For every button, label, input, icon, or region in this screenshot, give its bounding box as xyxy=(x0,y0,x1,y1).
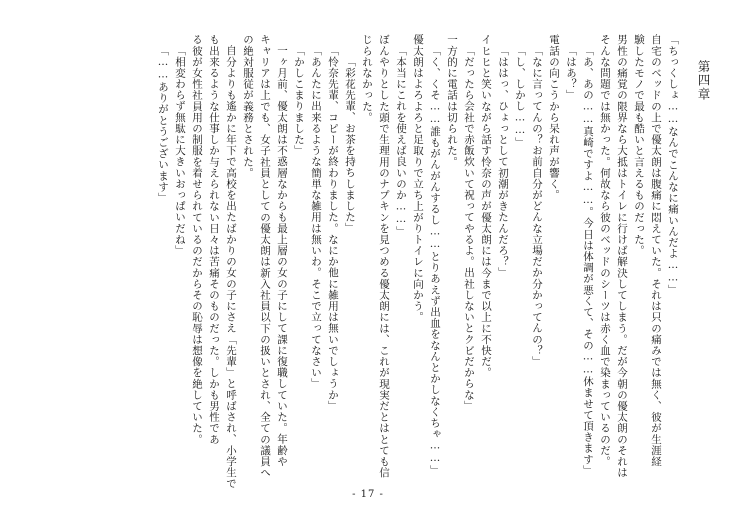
text-column: 「なに言ってんの？お前自分がどんな立場だか分かってんの？」 xyxy=(531,45,543,367)
text-column: 験したモノで最も酷いと言えるものだった。 xyxy=(633,34,645,256)
text-column: イヒヒと笑いながら話す怜奈の声が優太朗には今まで以上に不快だ。 xyxy=(480,34,492,379)
text-column: 「相変わらず無駄に大きいおっぱいだね」 xyxy=(174,45,186,256)
text-column: 優太朗はよろよろと足取りで立ち上がりトイレに向かう。 xyxy=(412,34,424,323)
text-column: 「彩花先輩、お茶を持ちしました」 xyxy=(344,56,356,234)
text-column: 自宅のベッドの上で優太朗は腹痛に悶えていた。それは只の痛みでは無く、彼が生涯経 xyxy=(650,34,662,467)
text-column: 「怜奈先輩、コピーが終わりました。なにか他に雑用は無いでしょうか」 xyxy=(327,45,339,412)
text-column: キャリアは上でも、女子社員としての優太朗は新入社員以下の扱いとされ、全ての議員へ xyxy=(259,34,271,478)
text-column: 「し、しかし……」 xyxy=(514,45,526,148)
text-column: 「はあ？」 xyxy=(565,45,577,101)
text-column: そんな問題では無かった。何故なら彼のベッドのシーツは赤く血で染まっているのだ。 xyxy=(599,34,611,467)
text-column: る彼が女性社員用の制服を着せられているのだからその恥辱は想像を絶していた。 xyxy=(191,34,203,445)
text-column: 「ちっくしょ……なんでこんなに痛いんだよ……」 xyxy=(667,34,679,296)
text-column: の絶対服従が義務とされた。 xyxy=(242,34,254,179)
text-column: 「だったら会社で赤飯炊いて祝ってやるよ。出社しないとクビだからな」 xyxy=(463,45,475,412)
text-column: 「かしこまりました」 xyxy=(293,45,305,156)
text-column: ぼんやりとした頭で生理用のナプキンを見つめる優太朗には、これが現実だとはとても信 xyxy=(378,34,390,478)
page-number: - 17 - xyxy=(352,489,384,500)
text-column: 「……ありがとうございます」 xyxy=(157,45,169,204)
text-column: 「本当にこれを使えば良いのか……」 xyxy=(395,45,407,237)
text-column: 「あんたに出来るような簡単な雑用は無いわ。そこで立ってなさい」 xyxy=(310,45,322,390)
text-column: 一方的に電話は切られた。 xyxy=(446,34,458,168)
text-column: も出来るような仕事しか与えられない日々は苦痛そのものだった。しかも男性であ xyxy=(208,34,220,445)
text-column: 「く、くそ……誰もがんがんするし……とりあえず出血をなんとかしなくちゃ……」 xyxy=(429,45,441,476)
text-column: 自分よりも遙かに年下で高校を出たばかりの女の子にさえ「先輩」と呼ばされ、小学生で xyxy=(225,45,237,489)
text-column: 「あ、あの……真崎ですよ……。今日は体調が悪くて、その……休ませて頂きます」 xyxy=(582,45,594,476)
text-column: 電話の向こうから呆れ声が響く。 xyxy=(548,34,560,201)
text-column: 一ヶ月前、優太朗は不惑層なからも最上層の女の子にして課に復職していた。年齢や xyxy=(276,45,288,467)
chapter-heading: 第四章 xyxy=(696,60,711,102)
text-column: じられなかった。 xyxy=(361,34,373,123)
text-column: 「ははっ、ひょっとして初潮がきたんだろ？」 xyxy=(497,45,509,279)
vertical-text-body xyxy=(24,34,712,489)
text-column: 男性の痛覚の限界なら大抵はトイレに行けば解決してしまう。だが今朝の優太朗のそれは xyxy=(616,34,628,478)
